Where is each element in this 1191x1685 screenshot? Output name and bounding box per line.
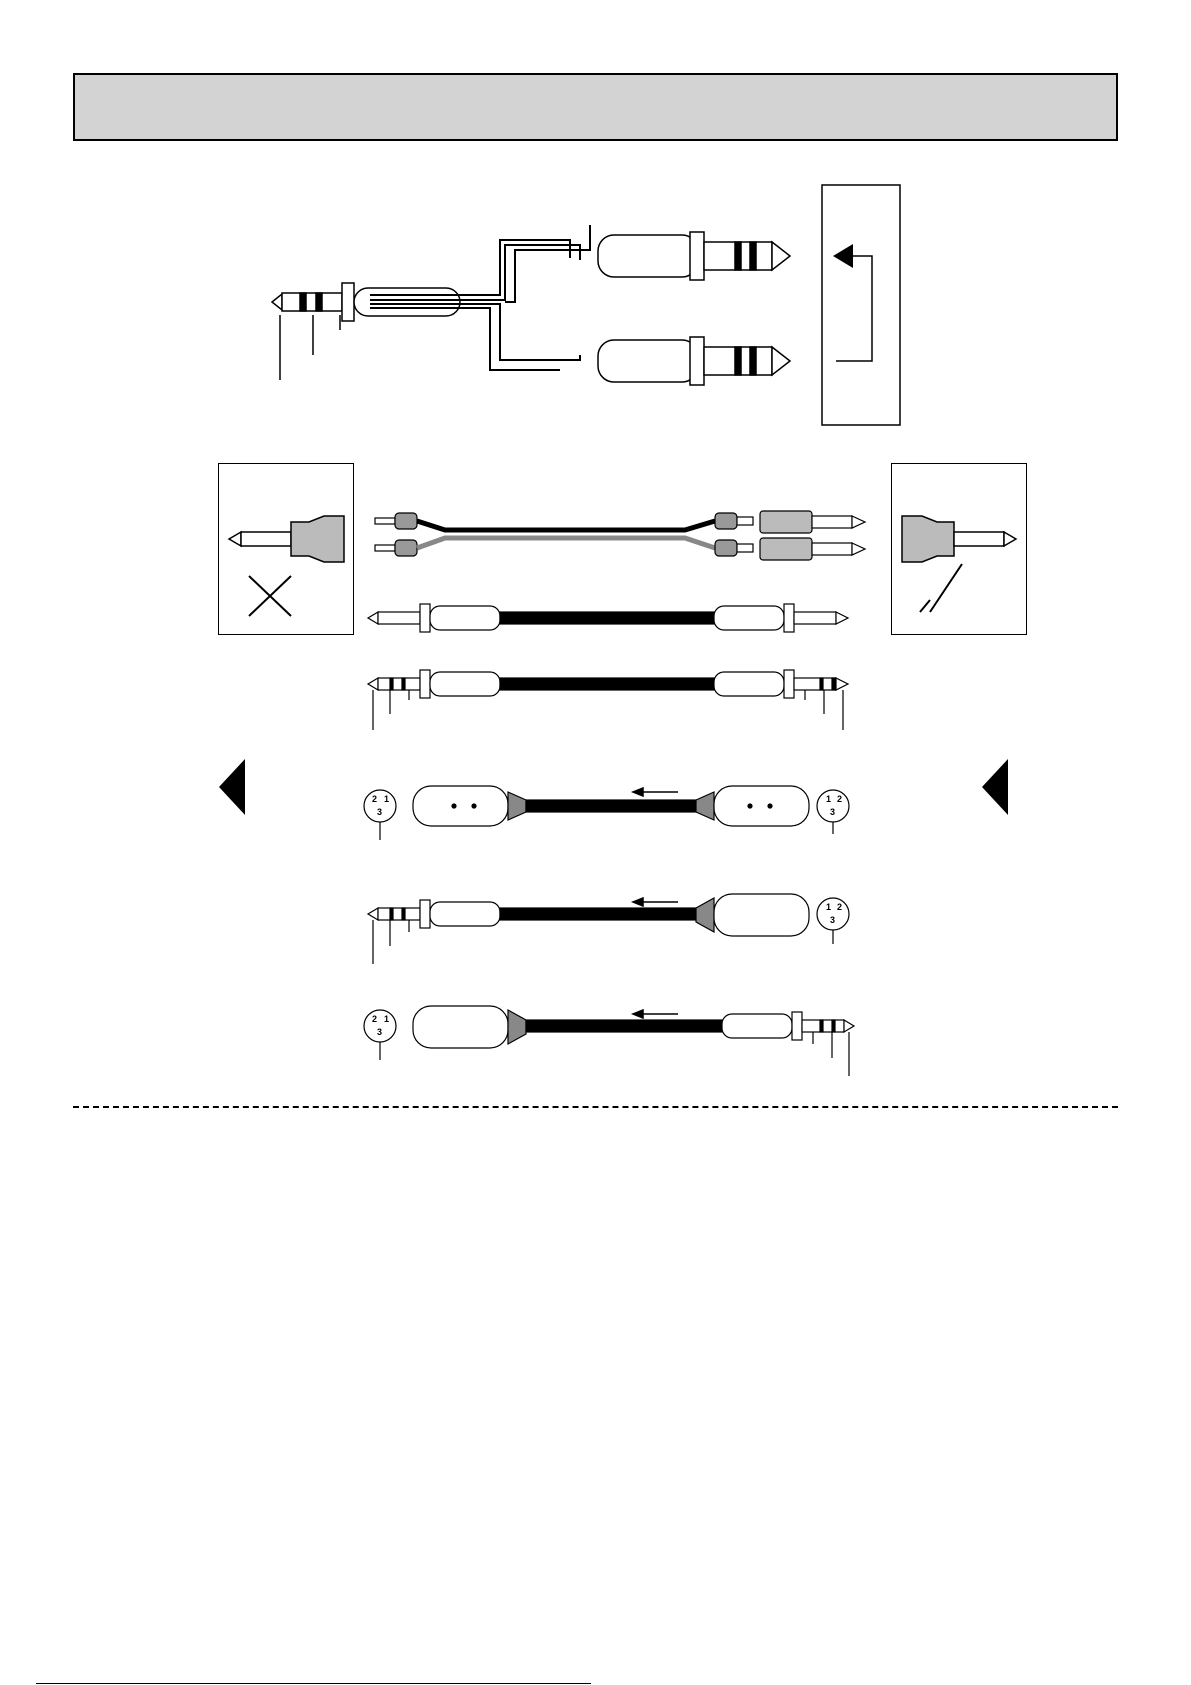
triangle-left-icon [217,757,247,817]
rca-to-jack-cable [370,508,880,568]
stereo-jack-plug [272,283,460,380]
xlr-pin-3-label: 3 [830,915,836,925]
xlr-pin-1-label: 1 [826,902,832,912]
mono-jack-cable [364,598,864,638]
section-divider [73,1106,1118,1108]
xlr-pin-3-label: 3 [377,1027,383,1037]
mono-plug-lower [598,337,790,385]
header-banner [73,73,1118,141]
xlr-pin-1-label: 1 [384,1014,390,1024]
wrong-adapter-panel [218,463,354,635]
arrow-left-icon [633,1010,678,1018]
wrong-adapter-drawing [219,464,353,634]
xlr-pin-2-label: 2 [837,794,843,804]
xlr-pin-3-label: 3 [377,807,383,817]
xlr-to-xlr-cable [358,772,868,842]
xlr-pin-1-label: 1 [826,794,832,804]
check-icon [920,564,962,612]
insert-device-panel [822,185,900,425]
mono-plug-upper [598,232,790,280]
arrow-left-icon [633,788,678,796]
stereo-jack-cable [364,668,864,734]
arrow-left-icon [633,898,678,906]
xlr-pin-2-label: 2 [837,902,843,912]
y-splitter-diagram [260,180,920,430]
triangle-left-icon [980,757,1010,817]
footer-rule [36,1683,591,1684]
xlr-pin-2-label: 2 [372,794,378,804]
xlr-pin-1-label: 1 [384,794,390,804]
jack-to-xlr-cable [358,888,868,968]
xlr-pin-2-label: 2 [372,1014,378,1024]
right-adapter-panel [891,463,1027,635]
xlr-pin-3-label: 3 [830,807,836,817]
right-adapter-drawing [892,464,1026,634]
xlr-to-jack-cable [358,1000,868,1080]
cross-icon [249,576,291,616]
